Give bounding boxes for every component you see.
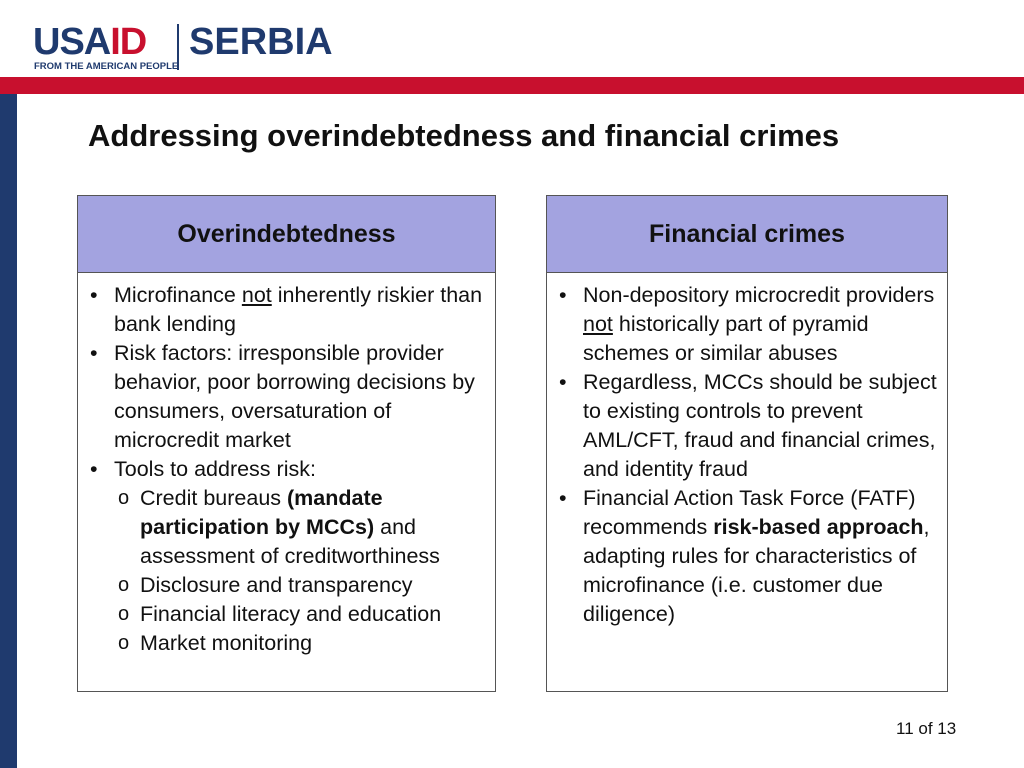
list-item: • Regardless, MCCs should be subject to existing controls to prevent AML/CFT, fraud and financial crimes, and identity fraud — [559, 370, 937, 481]
logo-tagline: FROM THE AMERICAN PEOPLE — [34, 61, 179, 72]
financial-crimes-header: Financial crimes — [547, 196, 947, 273]
left-navy-bar — [0, 94, 17, 768]
sub-list-item: o Disclosure and transparency — [118, 573, 413, 597]
sub-list-item: o Financial literacy and education — [118, 602, 442, 626]
financial-crimes-box — [546, 195, 948, 692]
list-item: • Non-depository microcredit providers not historically part of pyramid schemes or similar abuses — [559, 283, 935, 365]
slide-title: Addressing overindebtedness and financial crimes — [88, 118, 840, 153]
page-number: 11 of 13 — [896, 719, 957, 738]
sub-list-item: o Credit bureaus (mandate participation by MCCs) and assessment of creditworthiness — [118, 486, 440, 568]
logo-country: SERBIA — [189, 21, 333, 63]
overindebtedness-box — [77, 195, 496, 692]
sub-list-item: o Market monitoring — [118, 631, 313, 655]
usaid-wordmark: USAID — [33, 21, 147, 63]
header-red-stripe — [0, 77, 1024, 94]
list-item: • Risk factors: irresponsible provider behavior, poor borrowing decisions by consumers, oversaturation of microcredit market — [90, 341, 475, 452]
overindebtedness-list — [78, 273, 495, 658]
list-item: • Tools to address risk: — [90, 457, 316, 481]
list-item: • Financial Action Task Force (FATF) recommends risk-based approach, adapting rules for characteristics of microfinance (i.e. customer due diligence) — [559, 486, 930, 626]
financial-crimes-list — [547, 273, 947, 629]
overindebtedness-header: Overindebtedness — [78, 196, 495, 273]
list-item: • Microfinance not inherently riskier than bank lending — [90, 283, 483, 336]
